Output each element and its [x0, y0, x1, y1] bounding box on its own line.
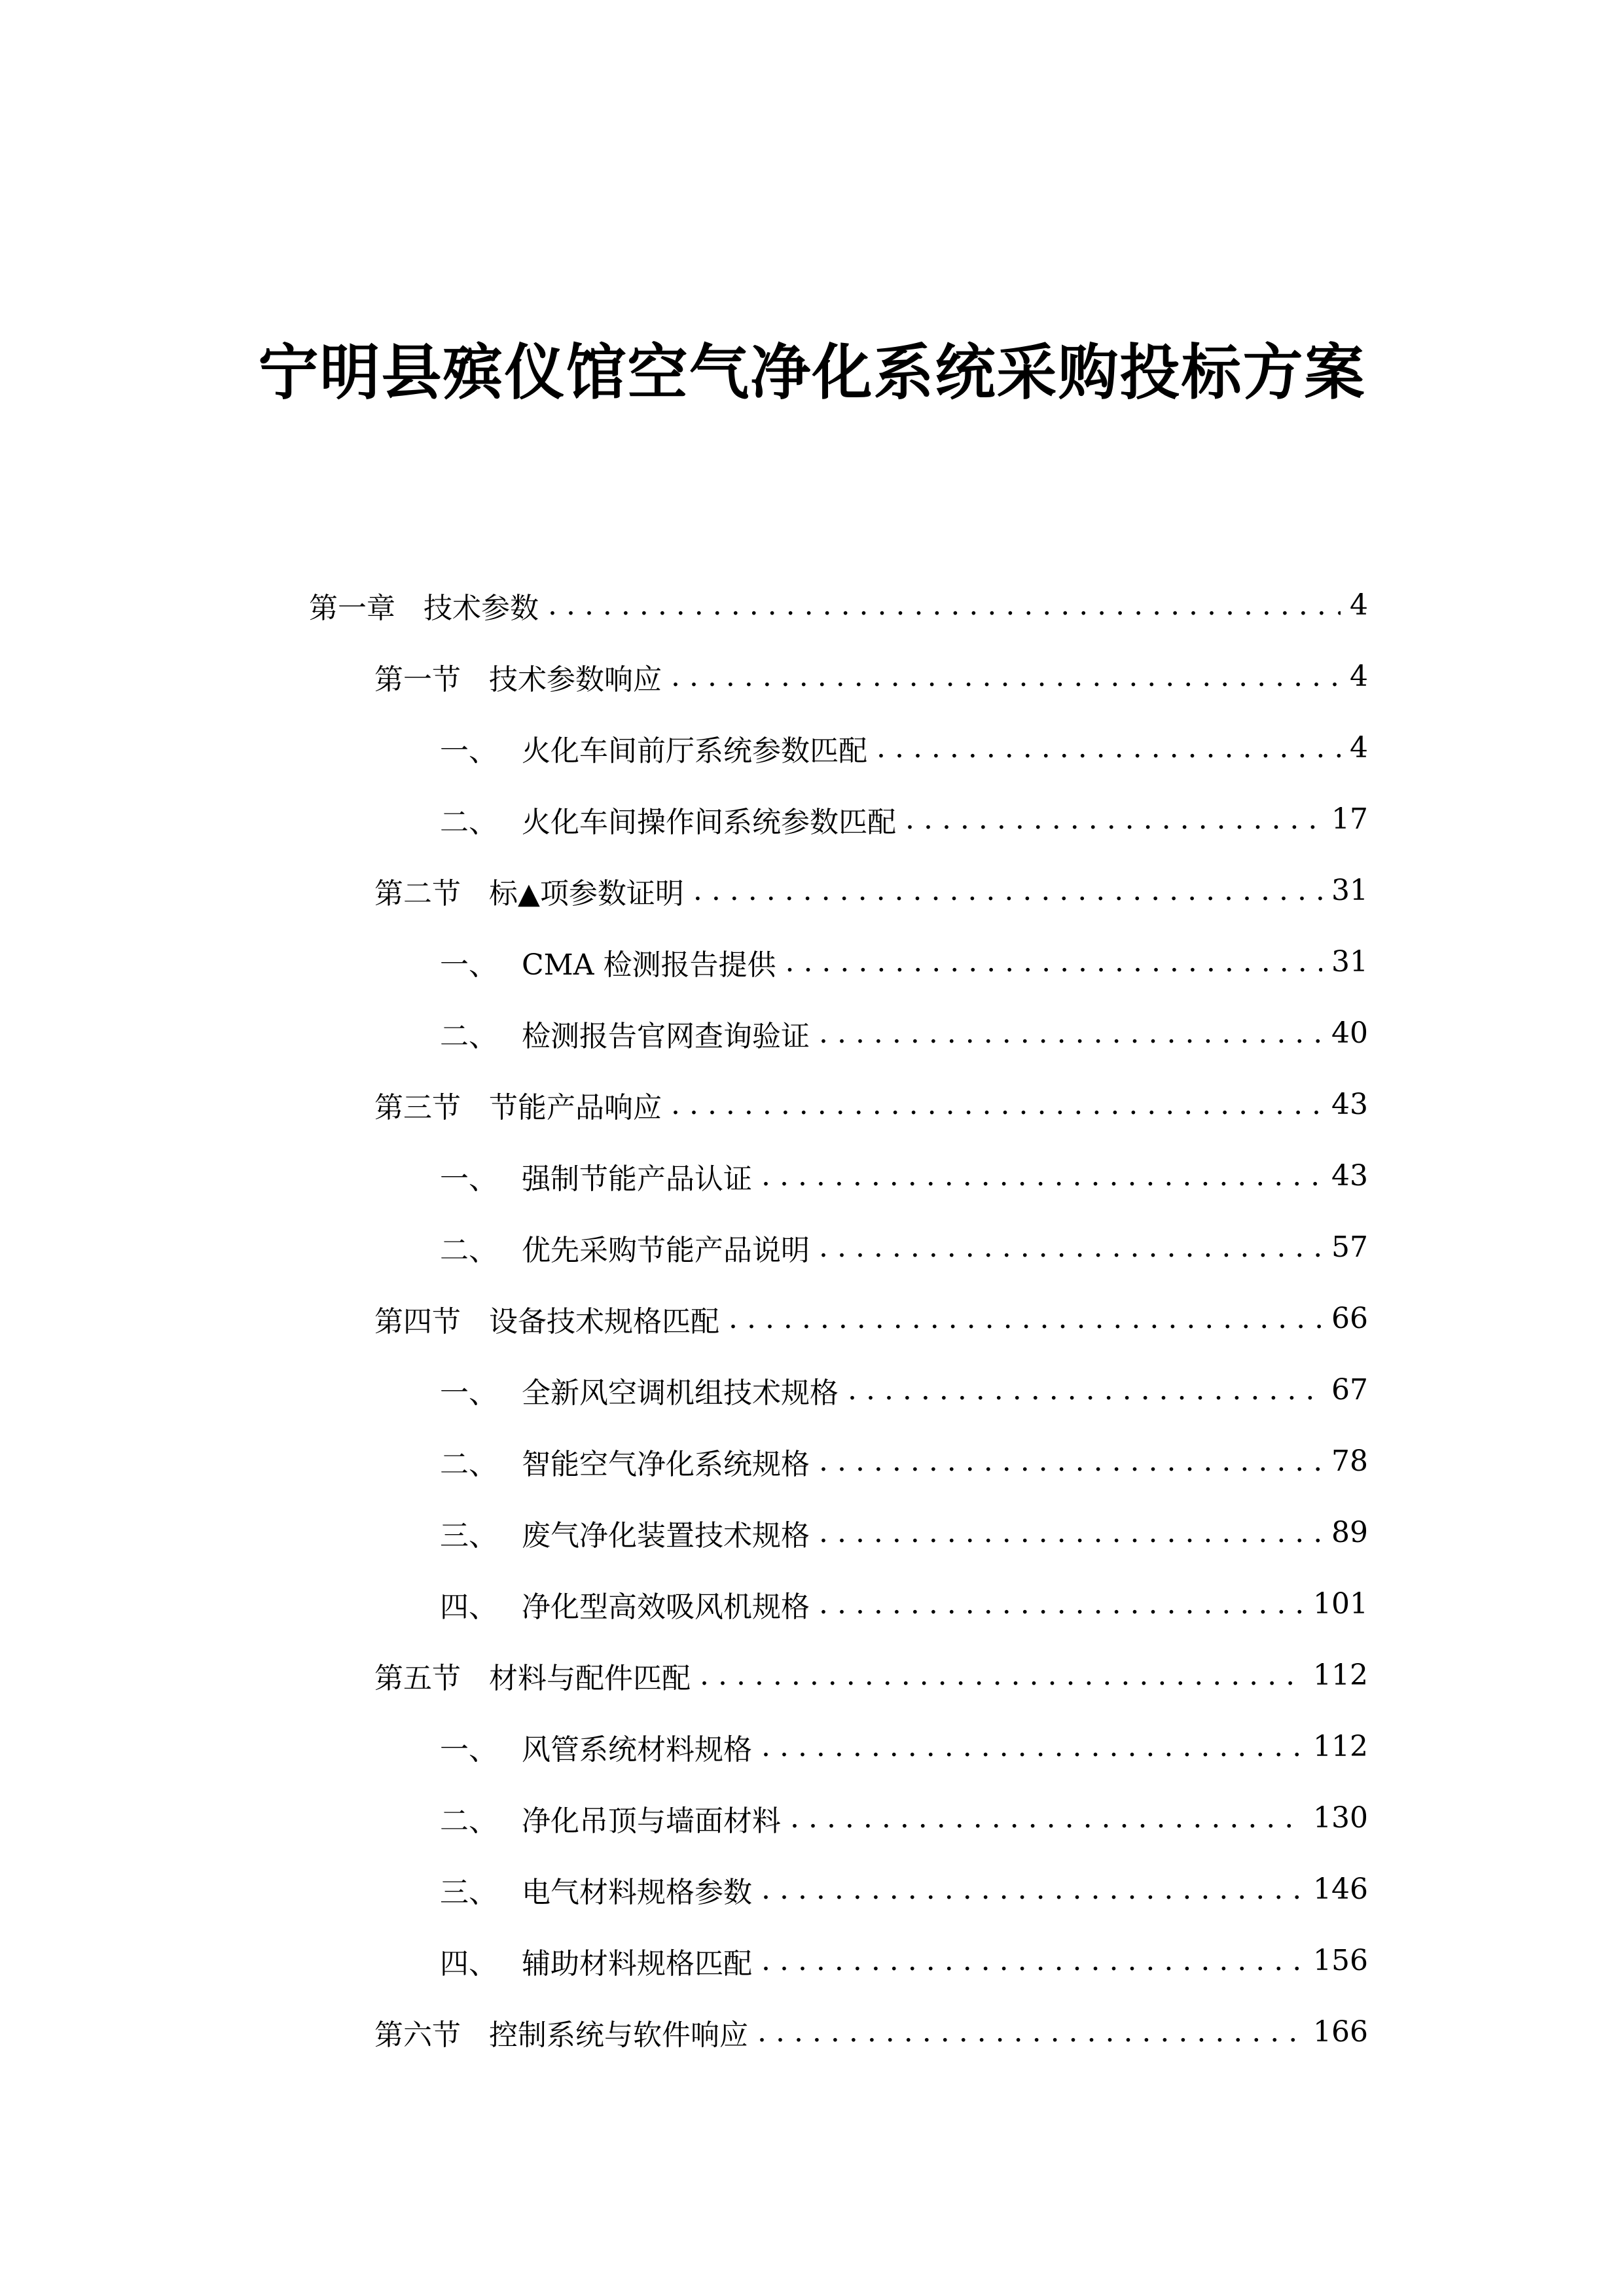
toc-entry-title: 火化车间操作间系统参数匹配 [522, 805, 896, 839]
toc-entry-number: 第一节 [374, 662, 461, 696]
toc-entry-title: 技术参数 [424, 591, 539, 625]
toc-entry-page-number: 40 [1331, 1016, 1368, 1050]
toc-dot-leader [785, 945, 1322, 978]
toc-entry-title: 标▲项参数证明 [489, 876, 684, 910]
toc-entry-page-number: 4 [1350, 588, 1368, 622]
toc-dot-leader [729, 1302, 1322, 1335]
toc-entry-page-number: 31 [1331, 874, 1368, 907]
toc-dot-leader [693, 874, 1322, 907]
toc-dot-leader [761, 1730, 1304, 1763]
toc-dot-leader [819, 1516, 1322, 1549]
toc-entry-title: 控制系统与软件响应 [489, 2018, 748, 2052]
toc-entry-title: 智能空气净化系统规格 [522, 1447, 810, 1481]
toc-entry-number: 四、 [440, 1590, 497, 1624]
toc-entry-title: 强制节能产品认证 [522, 1162, 752, 1196]
toc-entry-number: 第六节 [374, 2018, 461, 2052]
toc-entry-page-number: 101 [1313, 1587, 1368, 1621]
toc-entry-title: 材料与配件匹配 [489, 1661, 691, 1695]
toc-dot-leader [761, 1873, 1304, 1906]
toc-entry-title: 设备技术规格匹配 [489, 1304, 719, 1338]
toc-dot-leader [761, 1159, 1322, 1193]
toc-entry-number: 二、 [440, 1233, 497, 1267]
toc-entry-title: 电气材料规格参数 [522, 1875, 752, 1909]
toc-entry[interactable] [374, 1283, 1368, 1354]
toc-entry-page-number: 4 [1350, 660, 1368, 693]
toc-entry[interactable] [440, 1140, 1368, 1211]
toc-entry-number: 一、 [440, 948, 497, 982]
toc-entry-number: 三、 [440, 1518, 497, 1552]
toc-entry-page-number: 78 [1331, 1444, 1368, 1478]
toc-entry-title: 净化吊顶与墙面材料 [522, 1804, 781, 1838]
toc-entry-page-number: 17 [1331, 802, 1368, 836]
toc-entry-page-number: 130 [1313, 1801, 1368, 1835]
toc-entry-title: 检测报告官网查询验证 [522, 1019, 810, 1053]
toc-dot-leader [876, 731, 1341, 764]
toc-entry[interactable] [440, 1568, 1368, 1640]
toc-dot-leader [671, 660, 1341, 693]
document-title: 宁明县殡仪馆空气净化系统采购投标方案 [258, 338, 1366, 408]
toc-entry[interactable] [440, 1211, 1368, 1283]
toc-entry-number: 三、 [440, 1875, 497, 1909]
toc-entry-title: 辅助材料规格匹配 [522, 1946, 752, 1981]
toc-entry[interactable] [440, 1354, 1368, 1426]
toc-entry-title: 优先采购节能产品说明 [522, 1233, 810, 1267]
toc-entry-number: 第三节 [374, 1090, 461, 1124]
toc-entry[interactable] [440, 712, 1368, 783]
toc-entry-page-number: 156 [1313, 1944, 1368, 1977]
toc-dot-leader [671, 1088, 1322, 1121]
toc-entry-page-number: 66 [1331, 1302, 1368, 1335]
toc-entry[interactable] [374, 1996, 1368, 2068]
toc-entry[interactable] [309, 569, 1368, 641]
toc-entry-page-number: 146 [1313, 1873, 1368, 1906]
toc-dot-leader [905, 802, 1322, 836]
toc-entry[interactable] [440, 1782, 1368, 1854]
toc-entry-number: 二、 [440, 1019, 497, 1053]
toc-entry-number: 二、 [440, 1804, 497, 1838]
toc-entry[interactable] [374, 1640, 1368, 1711]
toc-entry[interactable] [440, 1925, 1368, 1996]
toc-dot-leader [819, 1016, 1322, 1050]
toc-entry-page-number: 89 [1331, 1516, 1368, 1549]
toc-entry-title: 净化型高效吸风机规格 [522, 1590, 810, 1624]
toc-entry-title: 节能产品响应 [489, 1090, 662, 1124]
toc-entry[interactable] [374, 855, 1368, 926]
toc-entry-page-number: 4 [1350, 731, 1368, 764]
toc-entry-page-number: 112 [1313, 1730, 1368, 1763]
toc-entry[interactable] [374, 1069, 1368, 1140]
toc-dot-leader [548, 588, 1341, 622]
toc-entry-page-number: 57 [1331, 1230, 1368, 1264]
toc-dot-leader [790, 1801, 1304, 1835]
toc-dot-leader [757, 2015, 1304, 2049]
toc-entry[interactable] [440, 783, 1368, 855]
toc-entry-number: 第二节 [374, 876, 461, 910]
toc-dot-leader [819, 1587, 1304, 1621]
toc-entry-title: 全新风空调机组技术规格 [522, 1376, 839, 1410]
toc-entry-title: 火化车间前厅系统参数匹配 [522, 734, 867, 768]
toc-entry-page-number: 67 [1331, 1373, 1368, 1407]
toc-entry-number: 一、 [440, 1732, 497, 1767]
toc-dot-leader [819, 1230, 1322, 1264]
toc-entry-page-number: 43 [1331, 1159, 1368, 1193]
toc-entry-page-number: 31 [1331, 945, 1368, 978]
toc-entry[interactable] [440, 1497, 1368, 1568]
toc-entry-number: 一、 [440, 1162, 497, 1196]
toc-entry-number: 二、 [440, 805, 497, 839]
toc-entry-title: 技术参数响应 [489, 662, 662, 696]
toc-entry[interactable] [440, 926, 1368, 997]
toc-entry-title: CMA 检测报告提供 [522, 948, 776, 982]
toc-entry-number: 二、 [440, 1447, 497, 1481]
toc-dot-leader [700, 1659, 1304, 1692]
toc-entry-page-number: 43 [1331, 1088, 1368, 1121]
toc-entry-number: 一、 [440, 734, 497, 768]
toc-dot-leader [848, 1373, 1322, 1407]
toc-dot-leader [761, 1944, 1304, 1977]
toc-entry-page-number: 112 [1313, 1659, 1368, 1692]
toc-entry-number: 一、 [440, 1376, 497, 1410]
toc-entry-number: 第一章 [309, 591, 395, 625]
toc-entry-page-number: 166 [1313, 2015, 1368, 2049]
toc-entry[interactable] [374, 641, 1368, 712]
toc-entry-number: 第四节 [374, 1304, 461, 1338]
toc-entry-number: 四、 [440, 1946, 497, 1981]
toc-entry-title: 废气净化装置技术规格 [522, 1518, 810, 1552]
toc-entry[interactable] [440, 1426, 1368, 1497]
toc-entry[interactable] [440, 997, 1368, 1069]
toc-entry-title: 风管系统材料规格 [522, 1732, 752, 1767]
toc-entry[interactable] [440, 1711, 1368, 1782]
toc-entry[interactable] [440, 1854, 1368, 1925]
toc-entry-number: 第五节 [374, 1661, 461, 1695]
toc-dot-leader [819, 1444, 1322, 1478]
